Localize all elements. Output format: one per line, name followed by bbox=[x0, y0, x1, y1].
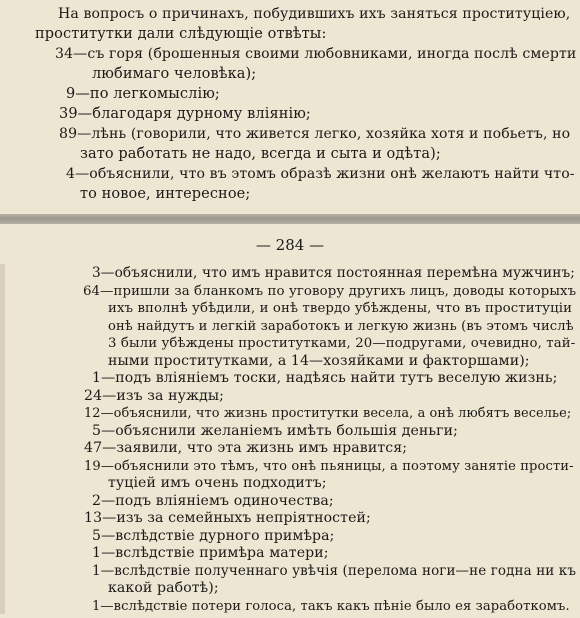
text-line: 1—вслѣдствіе потери голоса, такъ какъ пѣніе было ея заработкомъ. bbox=[92, 599, 570, 614]
text-line: ными проститутками, а 14—хозяйками и факторшами); bbox=[108, 352, 530, 369]
text-line: 47—заявили, что эта жизнь имъ нравится; bbox=[84, 440, 408, 457]
page-number: — 284 — bbox=[255, 236, 325, 254]
text-line: 64—пришли за бланкомъ по уговору другихъ лицъ, доводы которыхъ bbox=[83, 283, 577, 299]
text-line: 5—объяснили желаніемъ имѣть большія деньги; bbox=[92, 422, 459, 439]
page-edge bbox=[0, 264, 5, 614]
text-line: 3—объяснили, что имъ нравится постоянная перемѣна мужчинъ; bbox=[92, 265, 575, 281]
page-gutter bbox=[0, 214, 580, 224]
text-line: туціей имъ очень подходитъ; bbox=[108, 475, 327, 492]
text-line: 13—изъ за семейныхъ непріятностей; bbox=[84, 510, 371, 527]
text-line: 9—по легкомыслію; bbox=[66, 86, 220, 102]
text-line: то новое, интересное; bbox=[80, 186, 251, 202]
text-line: любимаго человѣка); bbox=[92, 66, 257, 82]
text-line: 2—подъ вліяніемъ одиночества; bbox=[92, 492, 334, 509]
text-line: 1—вслѣдствіе примѣра матери; bbox=[92, 545, 329, 562]
text-line: какой работѣ); bbox=[108, 580, 219, 597]
text-line: 3 были убѣждены проститутками, 20—подругами, очевидно, тай- bbox=[108, 336, 576, 352]
text-line: 12—объяснили, что жизнь проститутки весела, а онѣ любятъ веселье; bbox=[84, 406, 572, 422]
text-line: 1—подъ вліяніемъ тоски, надѣясь найти тутъ веселую жизнь; bbox=[92, 370, 558, 387]
text-line: онѣ найдутъ и легкій заработокъ и легкую жизнь (въ этомъ числѣ bbox=[108, 318, 574, 334]
text-line: ихъ вполнѣ убѣдили, и онѣ твердо убѣждены, что въ проституціи bbox=[108, 301, 573, 317]
text-line: На вопросъ о причинахъ, побудившихъ ихъ заняться проституціею, bbox=[58, 6, 571, 22]
text-line: 24—изъ за нужды; bbox=[84, 387, 225, 404]
top-page bbox=[0, 0, 580, 214]
text-line: 5—вслѣдствіе дурного примѣра; bbox=[92, 527, 335, 544]
text-line: зато работать не надо, всегда и сыта и одѣта); bbox=[80, 146, 441, 162]
text-line: 34—съ горя (брошенныя своими любовниками, иногда послѣ смерти bbox=[55, 46, 577, 62]
text-line: 4—объяснили, что въ этомъ образѣ жизни онѣ желаютъ найти что- bbox=[66, 166, 575, 182]
text-line: 1—вслѣдствіе полученнаго увѣчія (перелома ноги—не годна ни къ bbox=[92, 562, 577, 579]
text-line: 39—благодаря дурному вліянію; bbox=[59, 106, 311, 122]
text-line: 89—лѣнь (говорили, что живется легко, хозяйка хотя и побьетъ, но bbox=[59, 126, 571, 142]
text-line: проститутки дали слѣдующіе отвѣты: bbox=[35, 26, 327, 42]
text-line: 19—объяснили это тѣмъ, что онѣ пьяницы, а поэтому занятіе прости- bbox=[84, 458, 574, 474]
